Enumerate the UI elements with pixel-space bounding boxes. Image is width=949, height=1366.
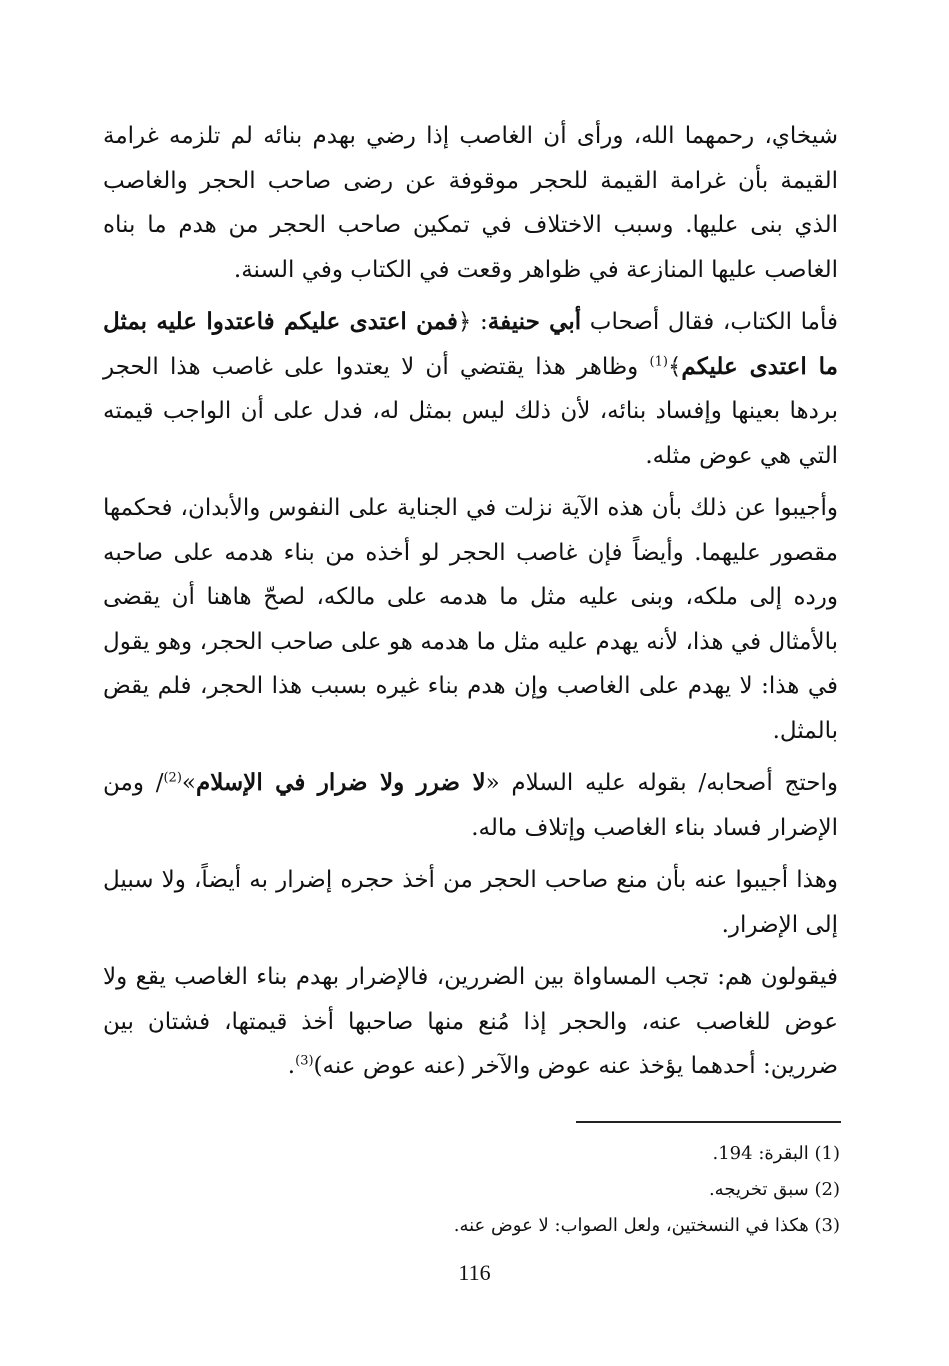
footnote-ref: (1) [649,353,668,369]
footnotes [380,1136,840,1244]
paragraph-4 [103,761,838,850]
paragraph-5 [103,858,838,947]
footnote-separator [576,1121,841,1123]
page-body [103,114,838,1089]
page-number: 116 [458,1260,491,1285]
text-run: / ومن الإضرار فساد بناء الغاصب وإتلاف ماله. [103,770,838,841]
text-run: وأجيبوا عن ذلك بأن هذه الآية نزلت في الجناية على النفوس والأبدان، فحكمها مقصور عليهما. وأيضاً فإن غاصب الحجر لو أخذه من بناء هدمه على صاحبه ورده إلى ملكه، وبنى عليه مثل ما هدمه على مالكه، لصحّ هاهنا أن يقضى بالأمثال في هذا، لأنه يهدم عليه مثل ما هدمه هو على صاحب الحجر، وهو يقول في هذا: لا يهدم على الغاصب وإن هدم بناء غيره بسبب هذا الحجر، فلم يقض بالمثل. [103,495,838,744]
text-run: : ﴿ [457,309,488,335]
text-run: . [287,1053,296,1079]
text-run: شيخاي، رحمهما الله، ورأى أن الغاصب إذا رضي بهدم بنائه لم تلزمه غرامة القيمة بأن غرامة القيمة للحجر موقوفة عن رضى صاحب الحجر والغاصب الذي بنى عليها. وسبب الاختلاف في تمكين صاحب الحجر من هدم ما بناه الغاصب عليها المنازعة في ظواهر وقعت في الكتاب وفي السنة. [103,123,838,283]
text-run: فيقولون هم: تجب المساواة بين الضررين، فالإضرار بهدم بناء الغاصب يقع ولا عوض للغاصب عنه، والحجر إذا مُنع منها صاحبها أخذ قيمتها، فشتان بين ضررين: أحدهما يؤخذ عنه عوض والآخر (عنه عوض عنه) [103,964,838,1079]
paragraph-2 [103,300,838,478]
paragraph-6 [103,955,838,1089]
bold-quote: لا ضرر ولا ضرار في الإسلام [195,769,486,796]
text-run: وهذا أجيبوا عنه بأن منع صاحب الحجر من أخذ حجره إضرار به أيضاً، ولا سبيل إلى الإضرار. [103,867,838,938]
bold-quote: فمن اعتدى عليكم فاعتدوا عليه بمثل ما اعتدى عليكم [103,308,838,380]
text-run: وظاهر هذا يقتضي أن لا يعتدوا على غاصب هذا الحجر بردها بعينها وإفساد بنائه، لأن ذلك ليس بمثل له، فدل على أن الواجب قيمته التي هي عوض مثله. [103,353,838,469]
footnote-1: (1) البقرة: 194. [712,1143,840,1164]
paragraph-1 [103,114,838,292]
bold-quote: أبي حنيفة [487,308,582,335]
text-run: ﴾ [667,353,682,380]
footnote-3: (3) هكذا في النسختين، ولعل الصواب: لا عوض عنه. [453,1215,840,1236]
text-run: فأما الكتاب، فقال أصحاب [581,309,838,335]
text-run: » [181,770,196,796]
text-run: واحتج أصحابه/ بقوله عليه السلام « [485,770,838,796]
footnote-ref: (2) [163,770,182,786]
footnote-2: (2) سبق تخريجه. [708,1179,840,1200]
paragraph-3 [103,486,838,753]
footnote-ref: (3) [295,1053,314,1069]
